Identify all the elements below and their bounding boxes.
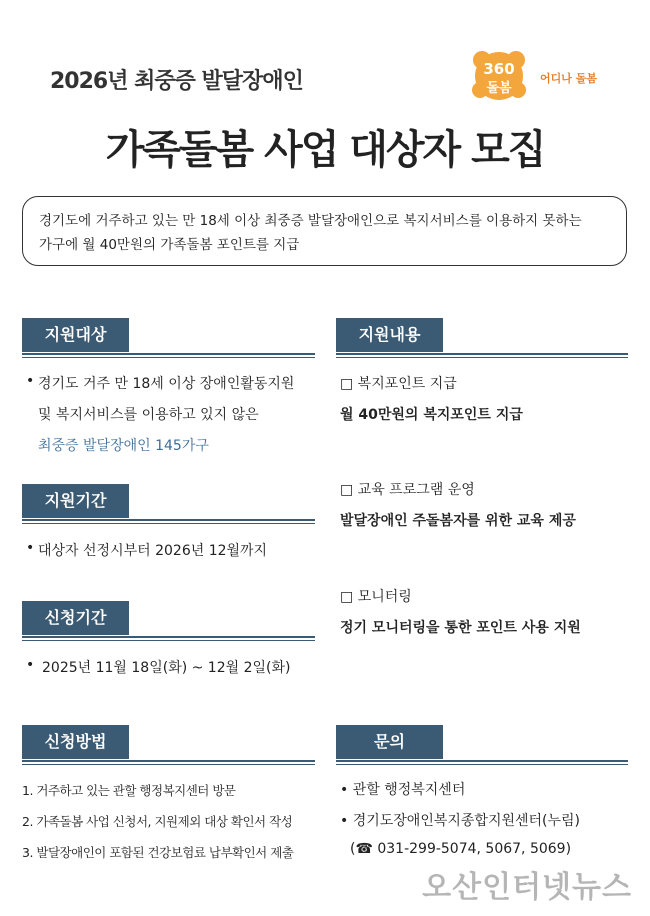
divider [22,640,315,641]
section-heading: 문의 [336,725,443,759]
section-heading: 신청방법 [22,725,129,759]
target-line-3: 최중증 발달장애인 145가구 [38,438,209,454]
divider [22,353,315,355]
section-apply-period [22,601,315,681]
divider [22,636,315,638]
subtitle: 2026년 최중증 발달장애인 [50,69,303,94]
section-heading: 지원대상 [22,318,129,352]
intro-line-1: 경기도에 거주하고 있는 만 18세 이상 최중증 발달장애인으로 복지서비스를 이용하지 못하는 [39,213,582,229]
method-item: 1. 거주하고 있는 관할 행정복지센터 방문 [22,783,236,798]
page-title: 가족돌봄 사업 대상자 모집 [105,127,545,173]
method-item: 2. 가족돌봄 사업 신청서, 지원제외 대상 확인서 작성 [22,814,293,829]
contact-phone: (☎ 031-299-5074, 5067, 5069) [350,841,572,857]
period-line-1: 대상자 선정시부터 2026년 12월까지 [38,543,268,559]
divider [22,764,315,765]
logo-caption: 어디나 돌봄 [540,72,597,85]
bullet: • [26,373,35,389]
section-content [336,318,628,648]
method-item: 3. 발달장애인이 포함된 건강보험료 납부확인서 제출 [22,845,294,860]
bullet: • [26,657,35,673]
intro-box [22,196,627,266]
target-line-2: 및 복지서비스를 이용하고 있지 않은 [38,407,259,423]
content-item-desc: 정기 모니터링을 통한 포인트 사용 지원 [340,620,581,636]
divider [22,357,315,358]
bullet: • [26,540,35,556]
content-item-title: □ 복지포인트 지급 [340,376,457,392]
section-contact [336,725,628,865]
content-item-title: □ 교육 프로그램 운영 [340,482,475,498]
logo-number: 360 [483,60,515,78]
section-heading: 신청기간 [22,601,129,635]
divider [22,519,315,521]
contact-line-1: • 관할 행정복지센터 [340,782,466,798]
intro-line-2: 가구에 월 40만원의 가족돌봄 포인트를 지급 [39,237,300,253]
target-line-1: 경기도 거주 만 18세 이상 장애인활동지원 [38,376,295,392]
section-target [22,318,315,458]
divider [336,357,628,358]
watermark: 오산인터넷뉴스 [422,870,632,905]
apply-period-line-1: 2025년 11월 18일(화) ~ 12월 2일(화) [42,660,291,676]
section-method [22,725,315,865]
section-period [22,484,315,564]
divider [22,523,315,524]
section-heading: 지원내용 [336,318,443,352]
content-item-desc: 발달장애인 주돌봄자를 위한 교육 제공 [340,513,576,529]
section-heading: 지원기간 [22,484,129,518]
logo-badge-icon [470,46,528,108]
logo-360-care [470,46,528,108]
divider [336,760,628,762]
content-item-desc: 월 40만원의 복지포인트 지급 [340,407,523,423]
divider [22,760,315,762]
content-item-title: □ 모니터링 [340,589,412,605]
divider [336,764,628,765]
contact-line-2: • 경기도장애인복지종합지원센터(누림) [340,813,581,829]
logo-word: 돌봄 [486,81,512,96]
divider [336,353,628,355]
